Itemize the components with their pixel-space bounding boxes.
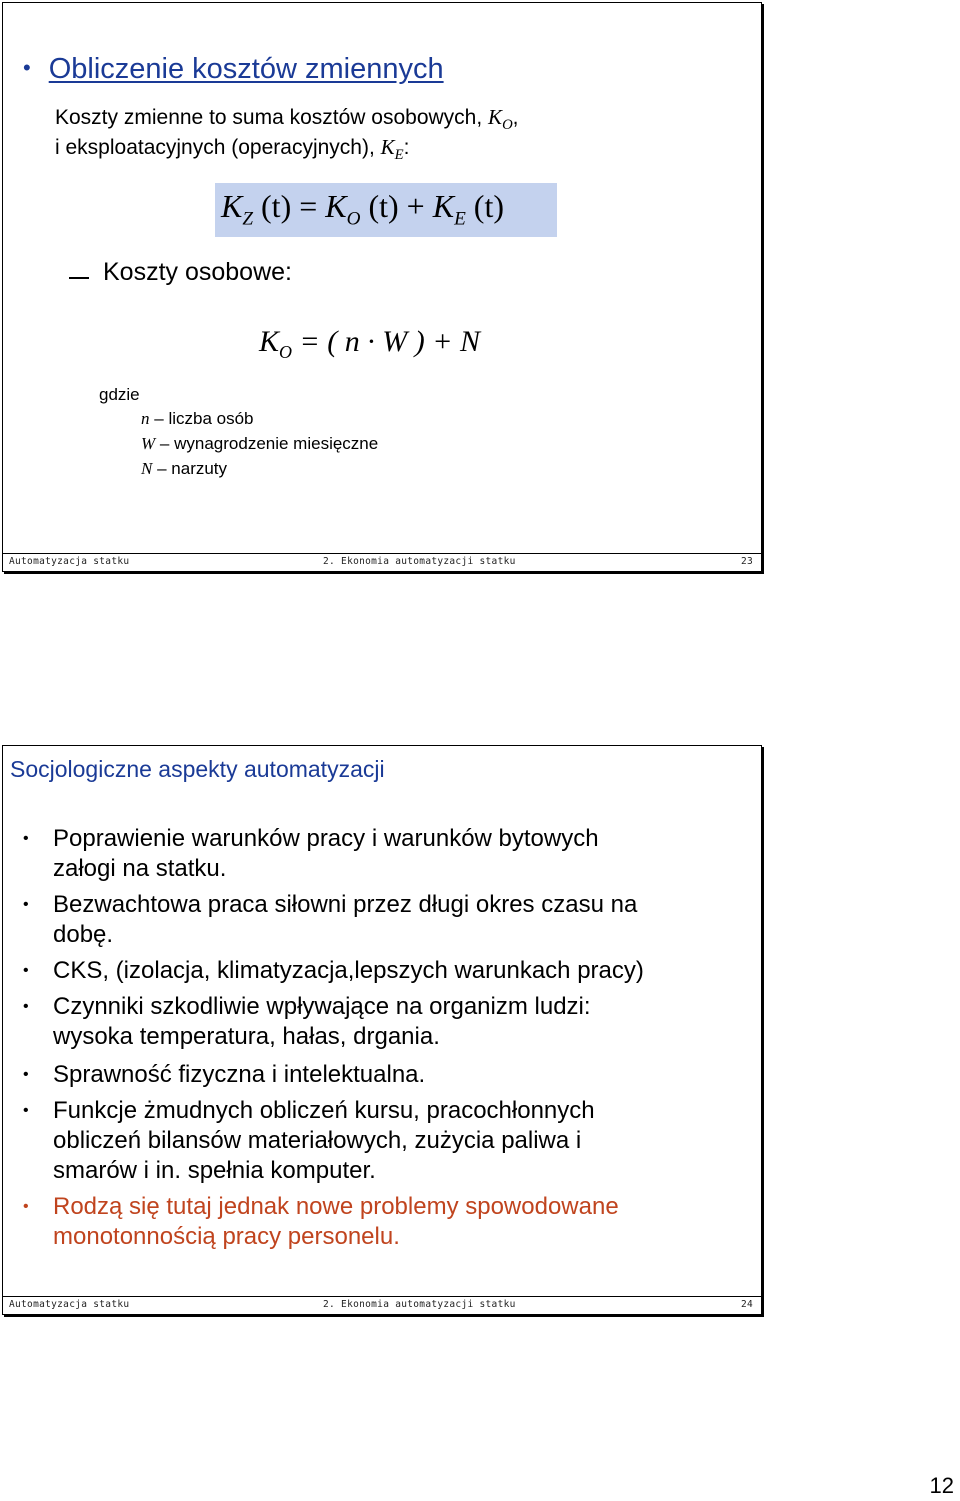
bullet-icon: •	[23, 830, 29, 847]
slide-23	[2, 2, 762, 572]
legend-item: N – narzuty	[141, 459, 228, 478]
slide-footer: Automatyzacja statku 2. Ekonomia automatyzacji statku 23	[3, 553, 761, 571]
bullet-icon: •	[23, 1102, 29, 1119]
subheading: Koszty osobowe:	[103, 258, 292, 286]
slide-title: Socjologiczne aspekty automatyzacji	[10, 756, 385, 782]
intro-line-1: Koszty zmienne to suma kosztów osobowych, $K_O$,	[55, 105, 519, 134]
bullet-icon: •	[23, 55, 31, 80]
slide-title: • Obliczenie kosztów zmiennych	[23, 53, 444, 85]
page-number: 12	[929, 1473, 954, 1498]
equation-total-cost: $K_Z$ $(t) = K_O$ $(t) + K_E$ (t)	[215, 183, 557, 237]
legend-label: gdzie	[99, 385, 140, 404]
slide-24: Socjologiczne aspekty automatyzacji • Poprawienie warunków pracy i warunków bytowych załogi na statku. • Bezwachtowa praca siłowni przez długi okres czasu na dobę. • CKS, (izolacja, klimatyzacja,lepszych warunkach pracy) • Czynniki szkodliwie wpływające na organizm ludzi: wysoka temperatura, hałas, drgania. • Sprawność fizyczna i intelektualna. • Funkcje żmudnych obliczeń kursu, pracochłonnych obliczeń bilansów materiałowych, zużycia paliwa i smarów i in. spełnia komputer. • Rodzą się tutaj jednak nowe problemy spowodowane monotonnością pracy personelu. Automatyzacja statku 2. Ekonomia automatyzacji statku 24	[2, 745, 762, 1315]
legend-item: n – liczba osób	[141, 409, 254, 428]
legend-item: W – wynagrodzenie miesięczne	[141, 434, 379, 453]
dash-icon	[69, 277, 89, 279]
equation-personnel-cost: $K_O$ = ( n · W ) + N	[259, 325, 480, 362]
intro-line-2: i eksploatacyjnych (operacyjnych), $K_E$:	[55, 135, 410, 164]
bullet-icon: •	[23, 896, 29, 913]
bullet-icon: •	[23, 1066, 29, 1083]
bullet-icon: •	[23, 962, 29, 979]
bullet-icon: •	[23, 1198, 29, 1215]
slide-footer: Automatyzacja statku 2. Ekonomia automatyzacji statku 24	[3, 1296, 761, 1314]
bullet-icon: •	[23, 998, 29, 1015]
